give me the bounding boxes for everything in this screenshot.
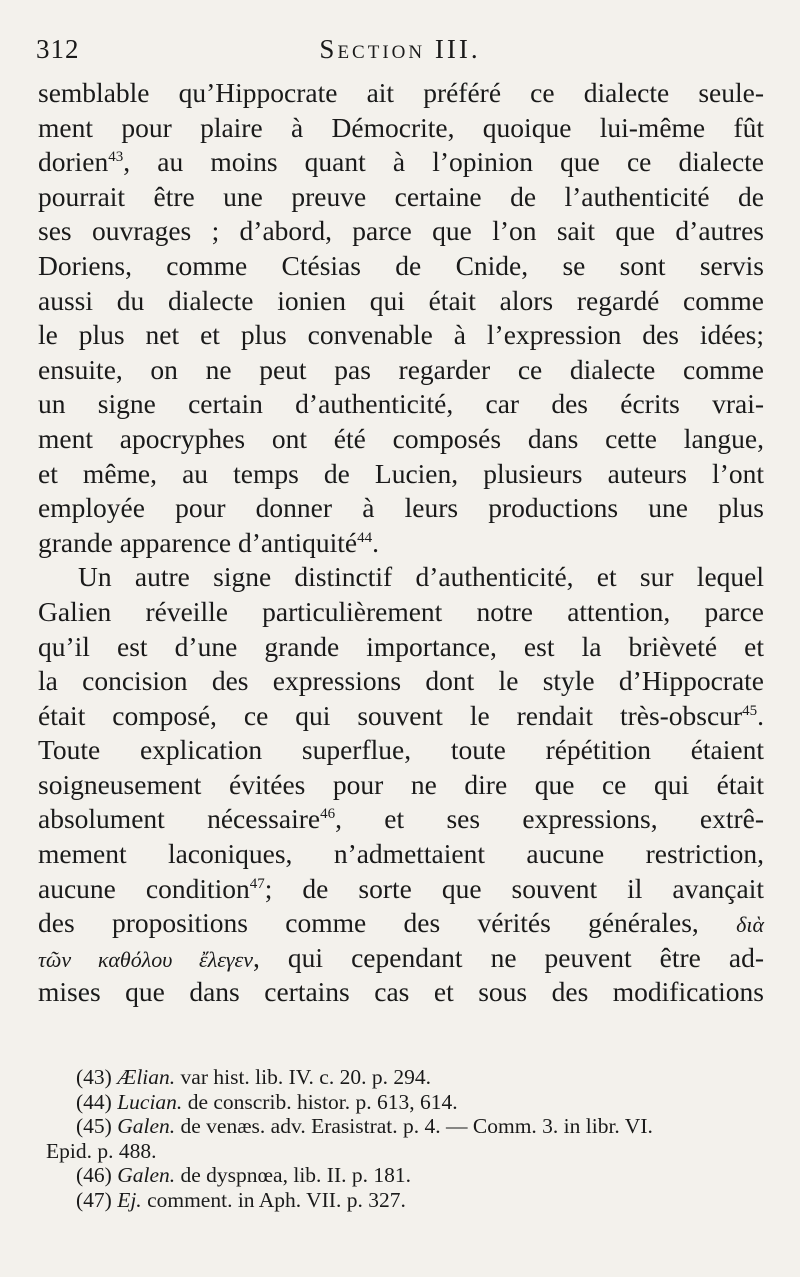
line-text: soigneusement évitées pour ne dire que ce qui était	[38, 768, 764, 800]
text-line	[38, 180, 764, 215]
text-line	[38, 214, 764, 249]
footnote-text: de venæs. adv. Erasistrat. p. 4. — Comm. 3. in libr. VI.	[175, 1114, 653, 1139]
body-text	[38, 76, 764, 1010]
line-text: employée pour donner à leurs productions une plus	[38, 492, 764, 524]
line-text: Galien réveille particulièrement notre attention, parce	[38, 595, 764, 627]
line-text: la concision des expressions dont le style d’Hippocrate	[38, 665, 764, 697]
line-text: , qui cependant ne peuvent être ad-	[253, 941, 764, 973]
text-line	[38, 491, 764, 526]
line-text: Toute explication superflue, toute répétition étaient	[38, 734, 764, 766]
line-text: dorien	[38, 146, 109, 178]
footnote-number: (45)	[76, 1114, 118, 1139]
line-text-after: ; de sorte que souvent il avançait	[264, 872, 764, 904]
text-line	[38, 975, 764, 1010]
line-text: le plus net et plus convenable à l’expression des idées;	[38, 319, 764, 351]
line-text: mises que dans certains cas et sous des modifications	[38, 976, 764, 1008]
footnote-ref: 43	[108, 149, 124, 166]
line-text-after: , au moins quant à l’opinion que ce dialecte	[123, 146, 764, 178]
text-line	[38, 111, 764, 146]
footnote	[46, 1139, 766, 1164]
line-text: mement laconiques, n’admettaient aucune restriction,	[38, 838, 764, 870]
page-number: 312	[36, 34, 80, 64]
text-line	[38, 76, 764, 111]
footnote-author: Ælian.	[117, 1065, 176, 1089]
footnote-number: (46)	[76, 1163, 118, 1188]
line-text: ensuite, on ne peut pas regarder ce dialecte comme	[38, 353, 764, 385]
footnote-author: Galen.	[117, 1163, 176, 1188]
text-line	[38, 560, 764, 595]
footnote-text: de dyspnœa, lib. II. p. 181.	[175, 1163, 411, 1188]
text-line	[38, 145, 764, 180]
footnote-author: Lucian.	[117, 1089, 183, 1114]
running-header	[36, 34, 764, 74]
footnote	[46, 1065, 766, 1090]
text-line	[38, 872, 764, 907]
footnote	[46, 1188, 766, 1213]
text-line	[38, 733, 764, 768]
line-text: et même, au temps de Lucien, plusieurs auteurs l’ont	[38, 457, 764, 489]
text-line	[38, 249, 764, 284]
text-line	[38, 387, 764, 422]
text-line	[38, 664, 764, 699]
text-line	[38, 630, 764, 665]
footnote-number: (47)	[76, 1187, 118, 1212]
line-text-after: , et ses expressions, extrê-	[335, 803, 765, 835]
footnote-ref: 47	[249, 875, 265, 892]
text-line	[38, 284, 764, 319]
line-text: Un autre signe distinctif d’authenticité, et sur lequel	[78, 561, 764, 593]
footnote-author: Ej.	[117, 1187, 142, 1212]
text-line	[38, 595, 764, 630]
line-text: grande apparence d’antiquité	[38, 526, 358, 558]
text-line	[38, 768, 764, 803]
line-text: ses ouvrages ; d’abord, parce que l’on sait que d’autres	[38, 215, 764, 247]
text-line	[38, 802, 764, 837]
text-line	[38, 699, 764, 734]
line-text: des propositions comme des vérités générales,	[38, 907, 737, 939]
line-text: aussi du dialecte ionien qui était alors regardé comme	[38, 284, 764, 316]
text-line	[38, 353, 764, 388]
text-line	[38, 457, 764, 492]
footnote-number: (43)	[76, 1065, 118, 1089]
text-line	[38, 318, 764, 353]
footnote-text: comment. in Aph. VII. p. 327.	[141, 1187, 406, 1212]
greek-phrase: διὰ	[736, 912, 764, 938]
text-line	[38, 941, 764, 976]
line-text: absolument nécessaire	[38, 803, 321, 835]
line-text: semblable qu’Hippocrate ait préféré ce dialecte seule-	[38, 77, 764, 108]
footnote-text: var hist. lib. IV. c. 20. p. 294.	[175, 1065, 431, 1089]
text-line	[38, 422, 764, 457]
line-text: qu’il est d’une grande importance, est la brièveté et	[38, 630, 764, 662]
greek-phrase: τῶν καθόλου ἔλεγεν	[38, 946, 253, 972]
line-text: Doriens, comme Ctésias de Cnide, se sont servis	[38, 249, 764, 281]
text-line	[38, 837, 764, 872]
text-line	[38, 906, 764, 941]
line-text: ment pour plaire à Démocrite, quoique lui-même fût	[38, 111, 764, 143]
line-text-after: .	[757, 699, 764, 731]
footnote-author: Galen.	[117, 1114, 176, 1139]
footnote	[46, 1114, 766, 1139]
footnote-text: de conscrib. histor. p. 613, 614.	[182, 1089, 458, 1114]
footnote	[46, 1090, 766, 1115]
line-text: un signe certain d’authenticité, car des écrits vrai-	[38, 388, 764, 420]
footnotes	[46, 1065, 766, 1213]
line-text: ment apocryphes ont été composés dans cette langue,	[38, 422, 764, 454]
line-text: pourrait être une preuve certaine de l’authenticité de	[38, 180, 764, 212]
text-line	[38, 526, 764, 561]
footnote-text: Epid. p. 488.	[46, 1138, 157, 1163]
line-text: était composé, ce qui souvent le rendait très-obscur	[38, 699, 743, 731]
footnote	[46, 1163, 766, 1188]
footnote-ref: 44	[357, 529, 373, 546]
section-title: Section III.	[319, 34, 481, 64]
footnote-ref: 46	[320, 806, 336, 823]
footnote-number: (44)	[76, 1089, 118, 1114]
line-text-after: .	[372, 526, 380, 558]
footnote-ref: 45	[742, 702, 758, 719]
line-text: aucune condition	[38, 872, 250, 904]
